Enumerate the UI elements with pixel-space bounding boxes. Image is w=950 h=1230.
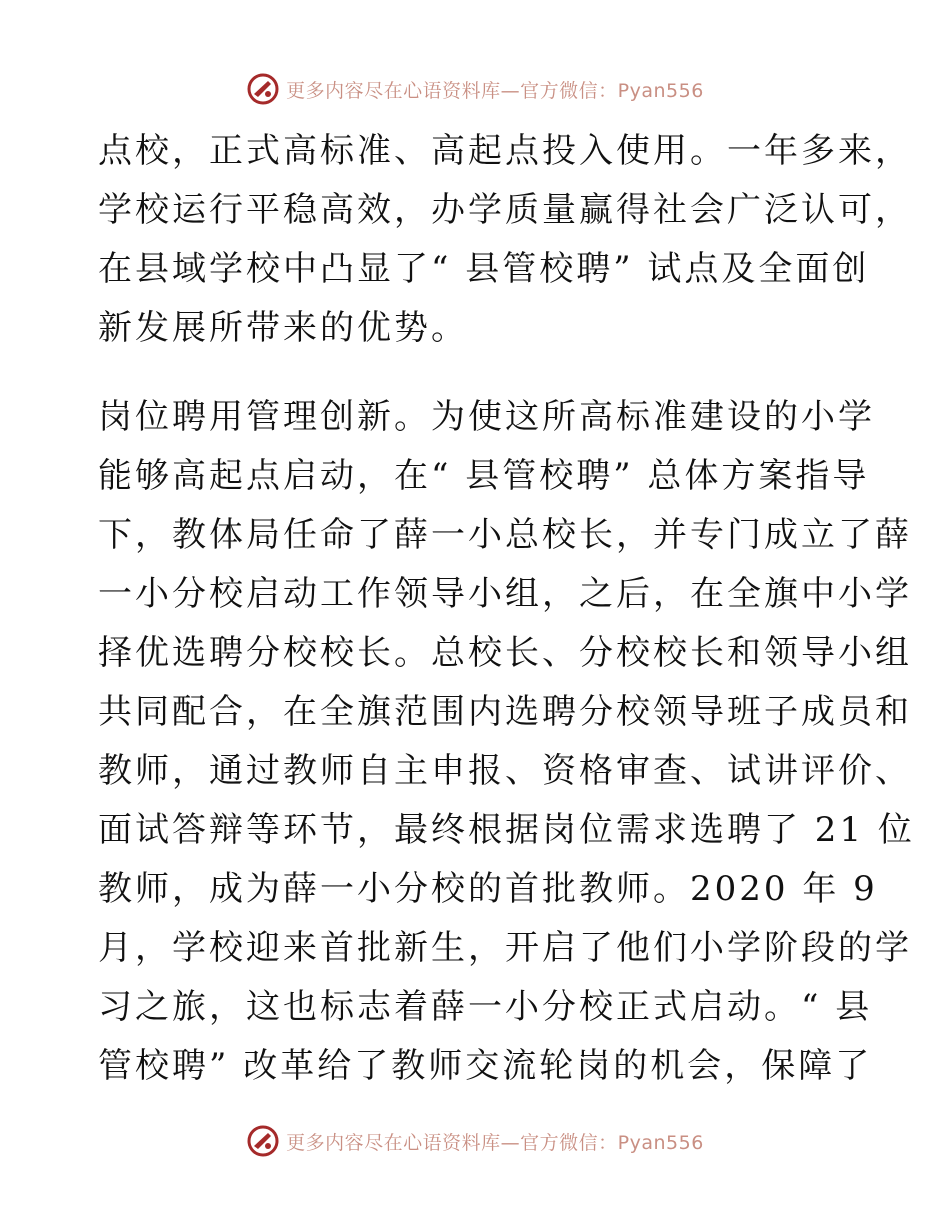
text-line: 能够高起点启动，在“ 县管校聘” 总体方案指导 [98,456,870,496]
text-line: 面试答辩等环节，最终根据岗位需求选聘了 21 位 [98,810,915,850]
text-line: 一小分校启动工作领导小组，之后，在全旗中小学 [98,574,912,614]
brand-logo-icon [246,72,280,106]
text-line: 教师，通过教师自主申报、资格审查、试讲评价、 [98,751,912,791]
text-line: 月，学校迎来首批新生，开启了他们小学阶段的学 [98,928,912,968]
watermark-text: 更多内容尽在心语资料库—官方微信：Pyan556 [286,1131,704,1154]
text-line: 择优选聘分校校长。总校长、分校校长和领导小组 [98,633,912,673]
paragraph-spacer [98,358,850,388]
brand-logo-icon [246,1124,280,1158]
text-line: 点校，正式高标准、高起点投入使用。一年多来， [98,131,912,171]
text-line: 管校聘” 改革给了教师交流轮岗的机会，保障了 [98,1046,873,1086]
text-line: 学校运行平稳高效，办学质量赢得社会广泛认可， [98,190,912,230]
text-line: 共同配合，在全旗范围内选聘分校领导班子成员和 [98,692,912,732]
footer-watermark [0,1124,950,1158]
text-line: 习之旅，这也标志着薛一小分校正式启动。“ 县 [98,987,873,1027]
header-watermark [0,72,950,106]
text-line: 新发展所带来的优势。 [98,308,468,348]
text-line: 教师，成为薛一小分校的首批教师。2020 年 9 [98,869,878,909]
paragraph-1 [98,122,912,358]
document-body [98,122,915,1096]
text-line: 在县域学校中凸显了“ 县管校聘” 试点及全面创 [98,249,870,289]
paragraph-2 [98,388,915,1096]
text-line: 岗位聘用管理创新。为使这所高标准建设的小学 [98,397,875,437]
watermark-text: 更多内容尽在心语资料库—官方微信：Pyan556 [286,79,704,102]
text-line: 下，教体局任命了薛一小总校长，并专门成立了薛 [98,515,912,555]
